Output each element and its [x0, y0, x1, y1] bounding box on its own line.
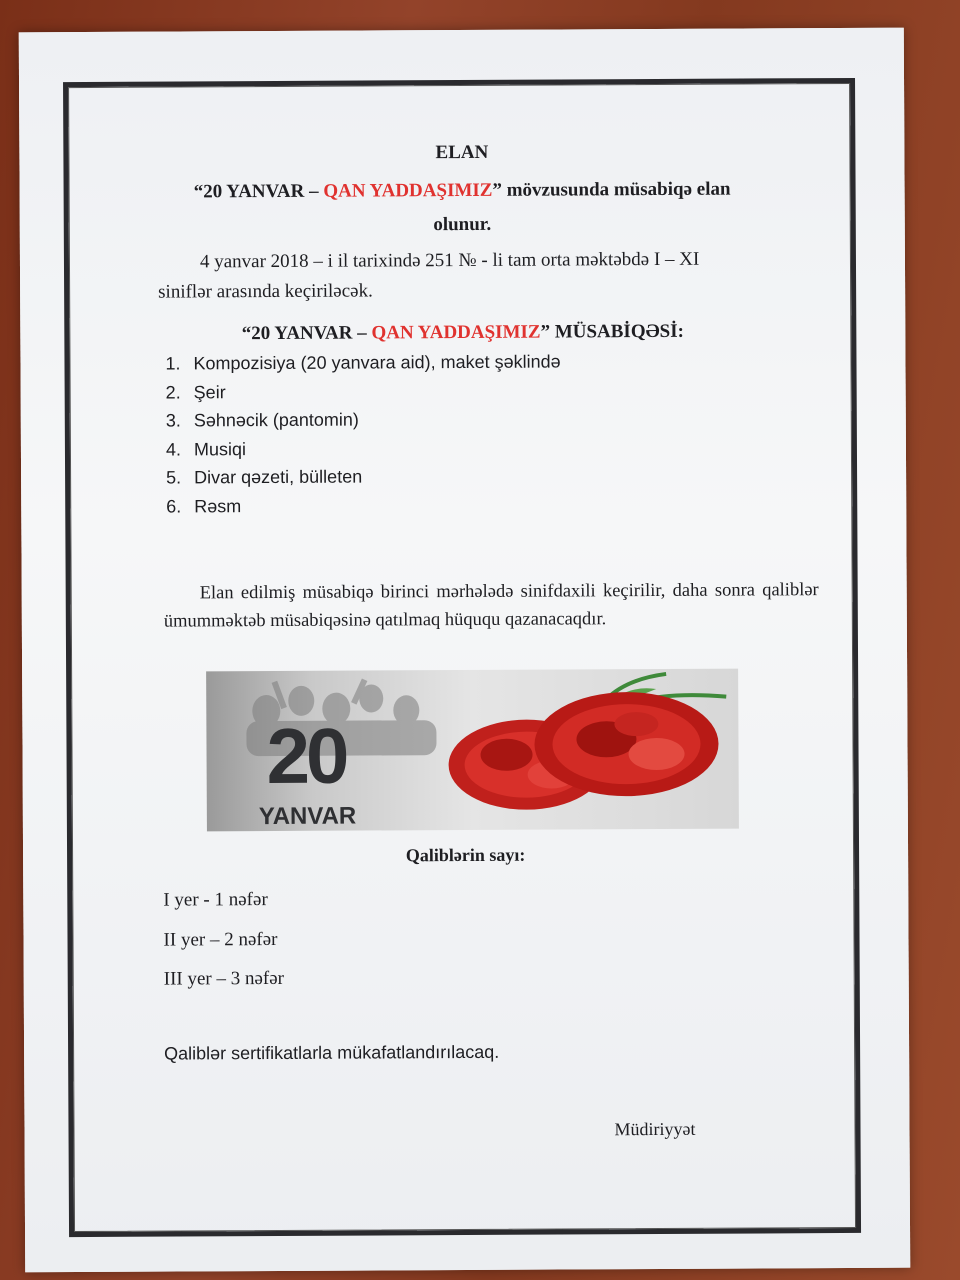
banner-illustration [206, 669, 739, 832]
rules-paragraph: Elan edilmiş müsabiqə birinci mərhələdə sinifdaxili keçirilir, daha sonra qaliblər ümumməktəb müsabiqəsinə qatılmaq hüququ qazanacaqdır. [163, 580, 819, 632]
list-item: 4. Musiqi [165, 438, 247, 460]
category-list [165, 347, 561, 520]
list-item: 1. Kompozisiya (20 yanvara aid), maket şəklində [165, 351, 561, 374]
banner-word: YANVAR [258, 802, 357, 831]
award-note: Qaliblər sertifikatlarla mükafatlandırılacaq. [164, 1041, 500, 1064]
paper-sheet [19, 28, 910, 1273]
list-item: 3. Səhnəcik (pantomin) [165, 409, 359, 431]
intro-line-1: 4 yanvar 2018 – i il tarixində 251 № - li tam orta məktəbdə I – XI [199, 248, 700, 273]
subtitle-highlight: QAN YADDAŞIMIZ [323, 179, 493, 202]
list-item: 5. Divar qəzeti, bülleten [166, 466, 363, 488]
intro-line-2: siniflər arasında keçiriləcək. [158, 280, 373, 303]
list-item: 6. Rəsm [166, 495, 242, 517]
banner-number: 20 [266, 711, 346, 801]
winners-heading: Qaliblərin sayı: [405, 844, 526, 866]
list-item: 2. Şeir [165, 381, 226, 403]
announcement-title: ELAN [435, 141, 489, 164]
subtitle-prefix: “20 YANVAR – [193, 180, 324, 203]
third-place-line: III yer – 3 nəfər [163, 967, 285, 990]
red-carnation-icon [448, 692, 719, 810]
announcement-subtitle [20, 178, 905, 205]
announcement-subtitle-line2: olunur. [433, 213, 492, 236]
second-place-line: II yer – 2 nəfər [163, 928, 278, 951]
competition-suffix: ” MÜSABİQƏSİ: [540, 320, 684, 343]
january-20-banner-image [206, 669, 739, 832]
competition-prefix: “20 YANVAR – [241, 322, 372, 345]
competition-heading [20, 320, 905, 347]
competition-highlight: QAN YADDAŞIMIZ [371, 321, 541, 344]
first-place-line: I yer - 1 nəfər [163, 889, 268, 911]
subtitle-suffix: ” mövzusunda müsabiqə elan [492, 178, 731, 201]
signature: Müdiriyyət [614, 1118, 696, 1140]
